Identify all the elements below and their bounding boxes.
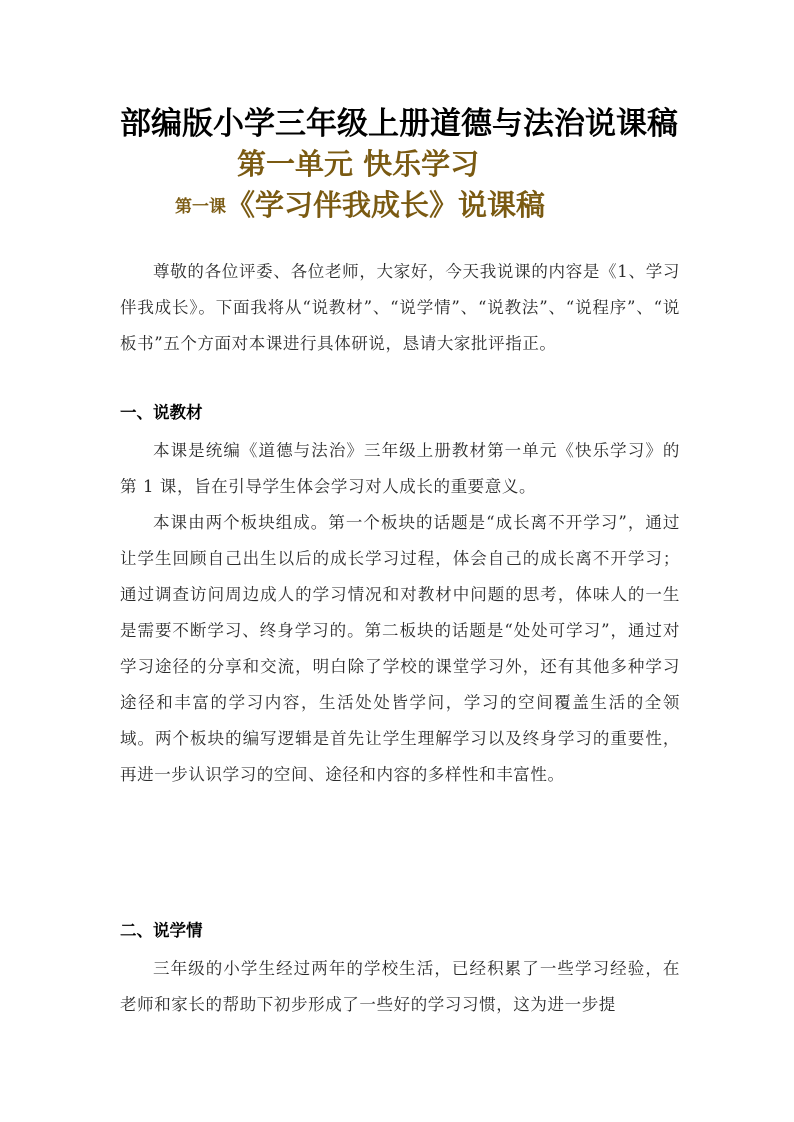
intro-paragraph: 尊敬的各位评委、各位老师，大家好，今天我说课的内容是《1、学习伴我成长》。下面我将从“说教材”、“说学情”、“说教法”、“说程序”、“说板书”五个方面对本课进行具体研说，恳请大家批评指正。 bbox=[120, 262, 680, 353]
textbook-paragraph-2: 本课由两个板块组成。第一个板块的话题是“成长离不开学习”，通过让学生回顾自己出生以后的成长学习过程，体会自己的成长离不开学习；通过调查访问周边成人的学习情况和对教材中问题的思考，体味人的一生是需要不断学习、终身学习的。第二板块的话题是“处处可学习”，通过对学习途径的分享和交流，明白除了学校的课堂学习外，还有其他多种学习途径和丰富的学习内容，生活处处皆学问，学习的空间覆盖生活的全领域。两个板块的编写逻辑是首先让学生理解学习以及终身学习的重要性，再进一步认识学习的空间、途径和内容的多样性和丰富性。 bbox=[120, 513, 680, 784]
students-paragraph-1: 三年级的小学生经过两年的学校生活，已经积累了一些学习经验，在老师和家长的帮助下初步形成了一些好的学习习惯，这为进一步提 bbox=[120, 959, 680, 1014]
section-heading-students: 二、说学情 bbox=[120, 921, 203, 940]
document-title: 部编版小学三年级上册道德与法治说课稿 bbox=[120, 106, 678, 142]
lesson-prefix: 第一课 bbox=[175, 197, 226, 217]
section-heading-textbook: 一、说教材 bbox=[120, 403, 203, 422]
lesson-title: 《学习伴我成长》说课稿 bbox=[226, 188, 546, 222]
unit-title: 第一单元 快乐学习 bbox=[237, 147, 480, 181]
textbook-paragraph-1: 本课是统编《道德与法治》三年级上册教材第一单元《快乐学习》的第 1 课，旨在引导学生体会学习对人成长的重要意义。 bbox=[120, 441, 680, 496]
lesson-title-line bbox=[175, 183, 545, 224]
